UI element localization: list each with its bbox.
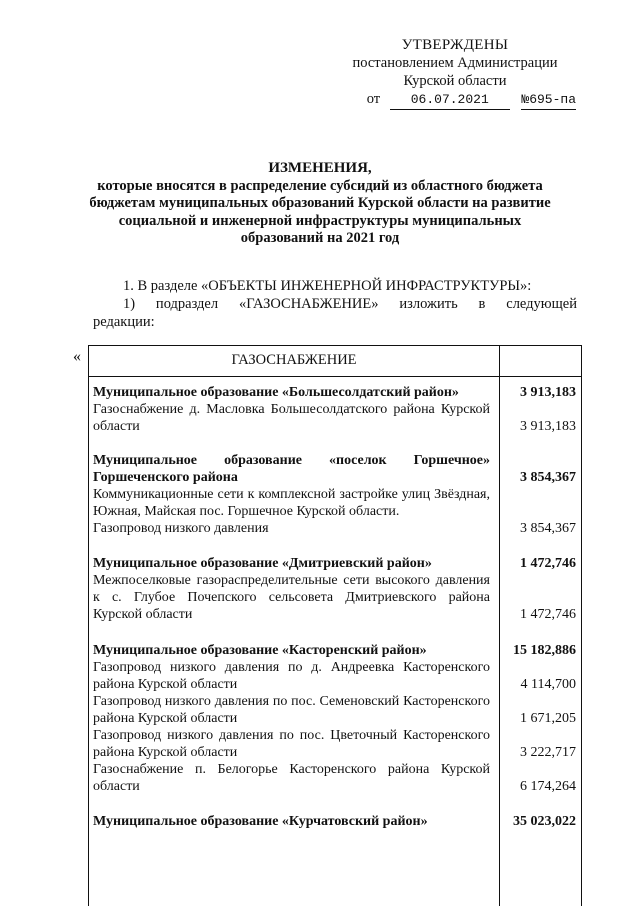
row-amount: 1 472,746 — [520, 556, 576, 571]
row-amount: 3 854,367 — [520, 521, 576, 536]
row-description: Газопровод низкого давления — [93, 521, 269, 536]
row-amount: 1 671,205 — [520, 711, 576, 726]
row-amount: 6 174,264 — [520, 779, 576, 794]
row-amount: 3 854,367 — [520, 470, 576, 485]
row-description: Газопровод низкого давления по д. Андреевка Касторенского района Курской области — [93, 660, 490, 692]
row-description: Муниципальное образование «Касторенский район» — [93, 643, 427, 658]
heading-title: ИЗМЕНЕНИЯ, — [268, 160, 372, 176]
heading-line-1: которые вносятся в распределение субсидий из областного бюджета — [97, 177, 543, 194]
row-amount: 4 114,700 — [520, 677, 576, 692]
document-heading — [70, 160, 570, 248]
approval-number: №695-па — [521, 91, 576, 110]
row-description: Газоснабжение п. Белогорье Касторенского района Курской области — [93, 762, 490, 794]
row-description: Газоснабжение д. Масловка Большесолдатского района Курской области — [93, 402, 490, 434]
row-description: Муниципальное образование «поселок Горшечное» Горшеченского района — [93, 453, 490, 485]
row-description: Муниципальное образование «Дмитриевский район» — [93, 556, 432, 571]
date-prefix: от — [366, 91, 381, 107]
row-amount: 3 913,183 — [520, 419, 576, 434]
approval-line-2: Курской области — [403, 73, 507, 89]
body-paragraph-2: 1) подраздел «ГАЗОСНАБЖЕНИЕ» изложить в следующей — [123, 296, 577, 312]
table-header-divider — [89, 376, 581, 377]
approval-date: 06.07.2021 — [390, 91, 510, 110]
opening-quote-mark: « — [73, 348, 81, 365]
row-description: Межпоселковые газораспределительные сети высокого давления к с. Глубое Почепского сельсовета Дмитриевского района Курской области — [93, 573, 490, 622]
row-amount: 35 023,022 — [513, 814, 576, 829]
row-amount: 15 182,886 — [513, 643, 576, 658]
table-header: ГАЗОСНАБЖЕНИЕ — [231, 352, 357, 368]
row-description: Коммуникационные сети к комплексной застройке улиц Звёздная, Южная, Майская пос. Горшечное Курской области. — [93, 487, 490, 519]
approval-block — [330, 36, 580, 110]
body-paragraph-1: 1. В разделе «ОБЪЕКТЫ ИНЖЕНЕРНОЙ ИНФРАСТРУКТУРЫ»: — [123, 278, 532, 294]
row-amount: 3 913,183 — [520, 385, 576, 400]
approval-title: УТВЕРЖДЕНЫ — [401, 37, 509, 53]
body-paragraph-3: редакции: — [93, 314, 155, 330]
heading-line-4: образований на 2021 год — [240, 230, 400, 246]
row-description: Газопровод низкого давления по пос. Семеновский Касторенского района Курской области — [93, 694, 490, 726]
row-description: Муниципальное образование «Курчатовский район» — [93, 814, 428, 829]
heading-line-3: социальной и инженерной инфраструктуры муниципальных — [118, 212, 522, 229]
row-amount: 1 472,746 — [520, 607, 576, 622]
approval-date-line — [330, 90, 580, 110]
row-amount: 3 222,717 — [520, 745, 576, 760]
row-description: Муниципальное образование «Большесолдатский район» — [93, 385, 459, 400]
row-description: Газопровод низкого давления по пос. Цветочный Касторенского района Курской области — [93, 728, 490, 760]
approval-line-1: постановлением Администрации — [352, 55, 558, 71]
heading-line-2: бюджетам муниципальных образований Курской области на развитие — [89, 195, 551, 211]
